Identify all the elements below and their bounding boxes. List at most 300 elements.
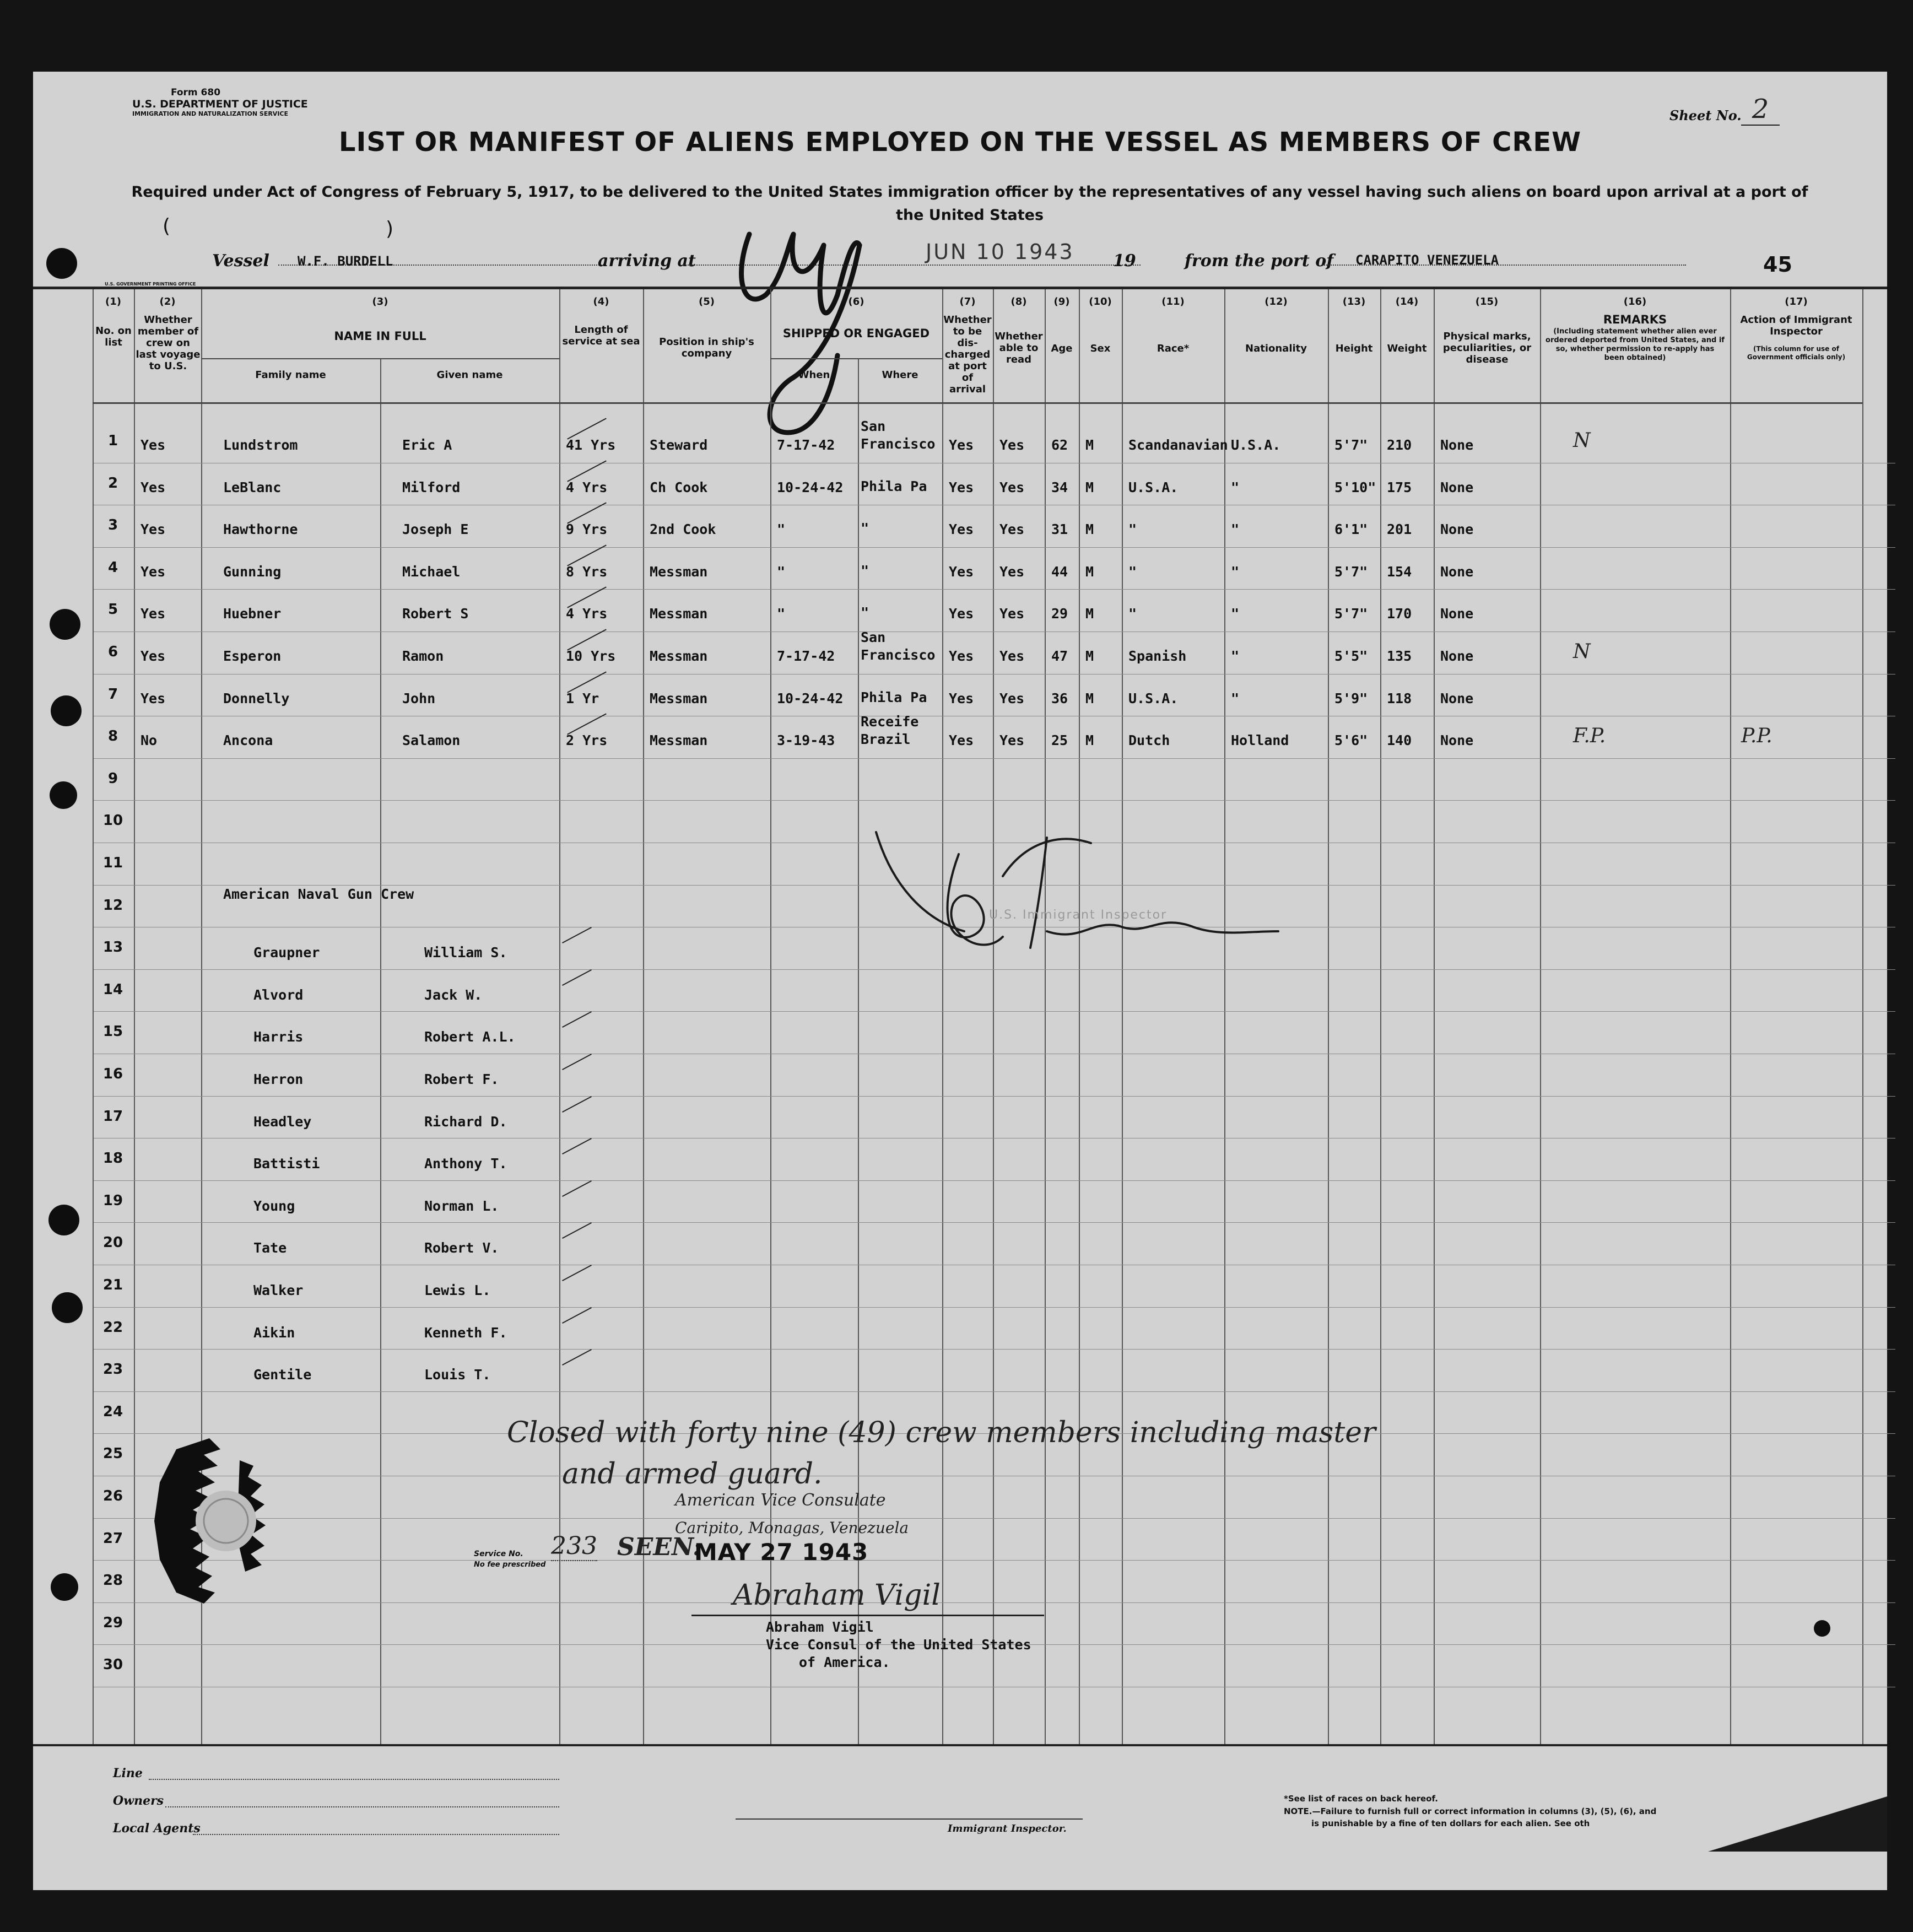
check-tick	[567, 418, 607, 439]
cell-given: Michael	[402, 564, 461, 580]
cell-position: Messman	[650, 606, 708, 622]
check-tick	[562, 1265, 592, 1281]
col-label-position: Position in ship's company	[659, 336, 754, 359]
row-number: 21	[102, 1277, 123, 1293]
table-row	[33, 714, 1887, 759]
col-num: (9)	[1053, 296, 1070, 307]
bracket-left: (	[163, 215, 171, 238]
gun-crew-given: William S.	[424, 945, 507, 960]
table-row	[33, 590, 1887, 633]
gun-crew-heading: American Naval Gun Crew	[223, 886, 414, 902]
consulate-place: Caripito, Monagas, Venezuela	[675, 1519, 909, 1537]
binder-hole	[1814, 1620, 1830, 1637]
cell-sex: M	[1085, 521, 1094, 537]
check-tick	[567, 629, 607, 650]
cell-service: 10 Yrs	[566, 648, 616, 664]
gun-crew-given: Jack W.	[424, 987, 483, 1003]
col-label-shipped: SHIPPED OR ENGAGED	[782, 327, 930, 340]
cell-family: Ancona	[223, 732, 273, 748]
page-subtitle: Required under Act of Congress of February 5, 1917, to be delivered to the United States immigration officer by the representatives of any vessel having such aliens on board upon arrival at a port of the United States	[131, 184, 1808, 224]
cell-service: 4 Yrs	[566, 606, 608, 622]
cell-when: "	[777, 521, 786, 537]
cell-family: Lundstrom	[223, 437, 298, 453]
race-note: *See list of races on back hereof.	[1284, 1794, 1438, 1804]
cell-given: Ramon	[402, 648, 444, 664]
col-label-where: Where	[882, 369, 918, 381]
row-number: 8	[107, 728, 118, 744]
name-subheader-line	[201, 358, 559, 359]
cell-sex: M	[1085, 648, 1094, 664]
cell-given: Salamon	[402, 732, 461, 748]
year-label: 19	[1113, 251, 1136, 271]
cell-where-line2: Francisco	[861, 436, 936, 452]
bracket-right: )	[386, 218, 394, 240]
inspector-line	[736, 1818, 1083, 1820]
cell-marks: None	[1440, 521, 1474, 537]
cell-family: Hawthorne	[223, 521, 298, 537]
header-bottom-line	[93, 402, 1862, 404]
col-num: (8)	[1010, 296, 1027, 307]
col-label-last-voyage: Whether member of crew on last voyage to U.S.	[136, 314, 201, 372]
owners-label: Owners	[113, 1794, 164, 1808]
binder-hole	[51, 1573, 78, 1601]
cell-position: Steward	[650, 437, 708, 453]
closing-note-line1: Closed with forty nine (49) crew members including master	[507, 1416, 1376, 1449]
cell-marks: None	[1440, 732, 1474, 748]
cell-action: P.P.	[1741, 725, 1773, 747]
table-row	[33, 464, 1887, 506]
cell-discharged: Yes	[949, 521, 974, 537]
cell-family: Huebner	[223, 606, 282, 622]
signer-title-1: Vice Consul of the United States	[766, 1637, 1031, 1653]
col-label-given: Given name	[436, 369, 503, 381]
row-number: 6	[107, 644, 118, 660]
gun-crew-given: Kenneth F.	[424, 1325, 507, 1341]
cell-height: 5'7"	[1334, 437, 1368, 453]
cell-marks: None	[1440, 690, 1474, 706]
cell-read: Yes	[999, 732, 1025, 748]
cell-service: 9 Yrs	[566, 521, 608, 537]
col-label-service: Length of service at sea	[562, 324, 640, 347]
cell-weight: 170	[1387, 606, 1412, 622]
row-number: 18	[102, 1150, 123, 1167]
cell-discharged: Yes	[949, 732, 974, 748]
col-label-weight: Weight	[1387, 343, 1427, 354]
check-tick	[567, 502, 607, 524]
cell-sex: M	[1085, 479, 1094, 495]
gun-crew-family: Herron	[253, 1071, 304, 1087]
cell-height: 5'7"	[1334, 564, 1368, 580]
torn-corner	[1708, 1785, 1887, 1852]
cell-nationality: "	[1231, 521, 1240, 537]
cell-read: Yes	[999, 690, 1025, 706]
table-top-border	[33, 287, 1887, 289]
gun-crew-row	[33, 1055, 1887, 1097]
closing-note-line2: and armed guard.	[562, 1458, 823, 1491]
cell-read: Yes	[999, 564, 1025, 580]
gun-crew-row	[33, 1097, 1887, 1140]
cell-nationality: "	[1231, 564, 1240, 580]
row-number: 1	[107, 433, 118, 449]
cell-where-line2: "	[861, 563, 869, 579]
cell-weight: 175	[1387, 479, 1412, 495]
seen-label: SEEN:	[617, 1533, 702, 1561]
col-label-discharged: Whether to be dis-charged at port of arrival	[943, 314, 992, 395]
gun-crew-row	[33, 1181, 1887, 1224]
cell-race: U.S.A.	[1128, 479, 1179, 495]
cell-position: Messman	[650, 732, 708, 748]
cell-race: Dutch	[1128, 732, 1170, 748]
col-num: (15)	[1475, 296, 1499, 307]
cell-age: 29	[1051, 606, 1068, 622]
col-num: (13)	[1342, 296, 1366, 307]
cell-sex: M	[1085, 564, 1094, 580]
department: U.S. DEPARTMENT OF JUSTICE	[132, 98, 308, 110]
cell-remarks: N	[1573, 429, 1591, 452]
cell-race: "	[1128, 521, 1137, 537]
row-number: 22	[102, 1319, 123, 1336]
line-underline	[149, 1779, 559, 1780]
cell-height: 5'10"	[1334, 479, 1376, 495]
check-tick	[562, 1138, 592, 1154]
cell-remarks: N	[1573, 640, 1591, 663]
inspector-signature	[860, 777, 1289, 1025]
cell-last: Yes	[140, 648, 166, 664]
check-tick	[567, 671, 607, 693]
cell-where-line1: San	[861, 418, 886, 434]
row-line	[94, 1518, 1895, 1519]
gun-crew-family: Graupner	[253, 945, 320, 960]
cell-marks: None	[1440, 648, 1474, 664]
cell-marks: None	[1440, 564, 1474, 580]
cell-weight: 140	[1387, 732, 1412, 748]
from-port: CARAPITO VENEZUELA	[1355, 252, 1499, 268]
cell-read: Yes	[999, 606, 1025, 622]
check-tick	[567, 544, 607, 566]
cell-discharged: Yes	[949, 479, 974, 495]
cell-race: "	[1128, 606, 1137, 622]
col-num: (14)	[1395, 296, 1419, 307]
cell-age: 36	[1051, 690, 1068, 706]
cell-nationality: "	[1231, 648, 1240, 664]
cell-where-line2: Francisco	[861, 647, 936, 663]
cell-position: Messman	[650, 564, 708, 580]
col-label-family: Family name	[255, 369, 326, 381]
col-num: (10)	[1089, 296, 1112, 307]
cell-last: Yes	[140, 690, 166, 706]
row-number: 26	[102, 1488, 123, 1504]
check-tick	[562, 969, 592, 986]
printing-office: U.S. GOVERNMENT PRINTING OFFICE	[105, 282, 196, 287]
col-num: (5)	[699, 296, 715, 307]
cell-given: Joseph E	[402, 521, 469, 537]
table-row	[33, 506, 1887, 548]
row-number: 19	[102, 1192, 123, 1209]
signature-line	[691, 1615, 1044, 1616]
gun-crew-row	[33, 1308, 1887, 1351]
gun-crew-given: Louis T.	[424, 1367, 491, 1383]
consular-seal	[143, 1427, 287, 1615]
cell-service: 2 Yrs	[566, 732, 608, 748]
cell-marks: None	[1440, 479, 1474, 495]
inspector-label: Immigrant Inspector.	[948, 1823, 1067, 1834]
vessel-name: W.F. BURDELL	[298, 253, 393, 269]
check-tick	[562, 1096, 592, 1113]
inspector-stamp: U.S. Immigrant Inspector	[989, 908, 1168, 922]
cell-weight: 201	[1387, 521, 1412, 537]
col-label-action: Action of Immigrant Inspector	[1740, 314, 1852, 337]
cell-age: 25	[1051, 732, 1068, 748]
cell-discharged: Yes	[949, 690, 974, 706]
sheet-label: Sheet No.	[1669, 107, 1742, 123]
col-num: (17)	[1785, 296, 1808, 307]
col-label-height: Height	[1335, 343, 1373, 354]
row-number: 30	[102, 1656, 123, 1673]
signer-name: Abraham Vigil	[766, 1619, 874, 1635]
cell-weight: 135	[1387, 648, 1412, 664]
gun-crew-row	[33, 1139, 1887, 1181]
gun-crew-given: Robert A.L.	[424, 1029, 516, 1045]
cell-family: Gunning	[223, 564, 282, 580]
arrival-stamp: JUN 10 1943	[926, 240, 1074, 264]
col-label-marks: Physical marks, peculiarities, or disease	[1442, 331, 1532, 365]
sheet-number: 2	[1741, 94, 1780, 126]
binder-hole	[48, 1205, 79, 1235]
cell-read: Yes	[999, 648, 1025, 664]
cell-weight: 118	[1387, 690, 1412, 706]
gun-crew-row	[33, 1223, 1887, 1266]
row-number: 28	[102, 1572, 123, 1589]
cell-last: Yes	[140, 479, 166, 495]
cell-race: Spanish	[1128, 648, 1187, 664]
col-label-name: NAME IN FULL	[334, 330, 426, 343]
cell-age: 44	[1051, 564, 1068, 580]
cell-discharged: Yes	[949, 437, 974, 453]
cell-sex: M	[1085, 690, 1094, 706]
col-label-read: Whether able to read	[995, 331, 1043, 365]
page-title: LIST OR MANIFEST OF ALIENS EMPLOYED ON THE VESSEL AS MEMBERS OF CREW	[338, 127, 1582, 158]
cell-when: 7-17-42	[777, 437, 835, 453]
gun-crew-given: Richard D.	[424, 1114, 507, 1130]
binder-hole	[51, 695, 82, 726]
cell-when: 7-17-42	[777, 648, 835, 664]
cell-when: 10-24-42	[777, 479, 844, 495]
check-tick	[562, 927, 592, 943]
cell-weight: 154	[1387, 564, 1412, 580]
arriving-label: arriving at	[598, 251, 696, 271]
row-number: 2	[107, 475, 118, 492]
cell-where-line2: "	[861, 605, 869, 620]
row-number: 13	[102, 939, 123, 956]
cell-where-line2: Brazil	[861, 731, 911, 747]
row-number: 15	[102, 1023, 123, 1040]
cell-last: Yes	[140, 437, 166, 453]
row-number: 17	[102, 1108, 123, 1125]
form-header	[132, 87, 308, 117]
vice-consul-signature: Abraham Vigil	[733, 1579, 941, 1612]
row-line	[94, 1560, 1895, 1561]
col-label-age: Age	[1051, 343, 1073, 354]
cell-read: Yes	[999, 479, 1025, 495]
row-number: 5	[107, 601, 118, 618]
check-tick	[567, 460, 607, 482]
no-fee-label: No fee prescribed	[474, 1561, 546, 1569]
cell-height: 5'5"	[1334, 648, 1368, 664]
cell-when: 3-19-43	[777, 732, 835, 748]
gun-crew-given: Norman L.	[424, 1198, 499, 1214]
gun-crew-row	[33, 1350, 1887, 1393]
cell-service: 8 Yrs	[566, 564, 608, 580]
check-tick	[562, 1011, 592, 1028]
cell-service: 1 Yr	[566, 690, 599, 706]
cell-where-line1: Receife	[861, 714, 919, 730]
cell-discharged: Yes	[949, 648, 974, 664]
cell-service: 41 Yrs	[566, 437, 616, 453]
cell-given: Robert S	[402, 606, 469, 622]
cell-age: 31	[1051, 521, 1068, 537]
consulate-name: American Vice Consulate	[675, 1491, 886, 1510]
col-num: (16)	[1623, 296, 1647, 307]
check-tick	[562, 1054, 592, 1070]
cell-nationality: "	[1231, 479, 1240, 495]
cell-height: 5'6"	[1334, 732, 1368, 748]
table-row	[33, 418, 1887, 464]
agents-label: Local Agents	[113, 1821, 201, 1836]
col-num: (6)	[848, 296, 864, 307]
col-label-no: No. on list	[95, 325, 132, 348]
check-tick	[562, 1180, 592, 1197]
gun-crew-family: Alvord	[253, 987, 304, 1003]
row-number: 9	[107, 770, 118, 787]
gun-crew-family: Aikin	[253, 1325, 295, 1341]
note-line-2: is punishable by a fine of ten dollars for each alien. See oth	[1311, 1818, 1590, 1828]
cell-nationality: "	[1231, 606, 1240, 622]
row-number: 16	[102, 1066, 123, 1082]
service-name: IMMIGRATION AND NATURALIZATION SERVICE	[132, 110, 289, 117]
check-tick	[567, 713, 607, 735]
check-tick	[562, 1222, 592, 1239]
col-num: (7)	[959, 296, 976, 307]
gun-crew-given: Anthony T.	[424, 1156, 507, 1172]
col-label-nationality: Nationality	[1245, 343, 1307, 354]
row-number: 10	[102, 812, 123, 829]
check-tick	[562, 1307, 592, 1324]
cell-read: Yes	[999, 437, 1025, 453]
cell-last: No	[140, 732, 158, 748]
cell-weight: 210	[1387, 437, 1412, 453]
col-num: (12)	[1264, 296, 1288, 307]
cell-family: LeBlanc	[223, 479, 282, 495]
row-line	[94, 1602, 1895, 1603]
cell-race: "	[1128, 564, 1137, 580]
note-line-1: NOTE.—Failure to furnish full or correct information in columns (3), (5), (6), and	[1284, 1806, 1657, 1816]
vessel-label: Vessel	[212, 251, 269, 271]
gun-crew-given: Lewis L.	[424, 1282, 491, 1298]
cell-given: Eric A	[402, 437, 452, 453]
cell-when: "	[777, 564, 786, 580]
binder-hole	[50, 609, 80, 640]
cell-nationality: Holland	[1231, 732, 1289, 748]
col-label-race: Race*	[1157, 343, 1190, 354]
agents-underline	[193, 1834, 559, 1835]
table-row	[33, 629, 1887, 675]
col-num: (4)	[593, 296, 609, 307]
cell-age: 34	[1051, 479, 1068, 495]
cell-family: Donnelly	[223, 690, 290, 706]
cell-nationality: U.S.A.	[1231, 437, 1281, 453]
col-num: (1)	[105, 296, 121, 307]
col-note-action: (This column for use of Government officials only)	[1747, 345, 1846, 361]
from-port-label: from the port of	[1185, 251, 1334, 271]
cell-read: Yes	[999, 521, 1025, 537]
binder-hole	[50, 781, 77, 809]
cell-sex: M	[1085, 606, 1094, 622]
gun-crew-family: Young	[253, 1198, 295, 1214]
row-number: 7	[107, 686, 118, 703]
cell-last: Yes	[140, 521, 166, 537]
row-number: 14	[102, 981, 123, 998]
cell-height: 5'7"	[1334, 606, 1368, 622]
cell-where-line1: San	[861, 629, 886, 645]
gun-crew-family: Gentile	[253, 1367, 312, 1383]
col-num: (3)	[372, 296, 388, 307]
service-label: Service No.	[474, 1550, 523, 1558]
col-num: (11)	[1161, 296, 1185, 307]
owners-underline	[165, 1806, 559, 1807]
row-number: 12	[102, 897, 123, 914]
cell-race: U.S.A.	[1128, 690, 1179, 706]
cell-position: Messman	[650, 690, 708, 706]
line-label: Line	[113, 1766, 143, 1780]
cell-position: 2nd Cook	[650, 521, 716, 537]
row-number: 11	[102, 855, 123, 871]
cell-family: Esperon	[223, 648, 282, 664]
cell-last: Yes	[140, 606, 166, 622]
row-number: 3	[107, 517, 118, 533]
gun-crew-given: Robert V.	[424, 1240, 499, 1256]
cell-service: 4 Yrs	[566, 479, 608, 495]
cell-marks: None	[1440, 437, 1474, 453]
cell-remarks: F.P.	[1573, 725, 1606, 747]
cell-where-line2: Phila Pa	[861, 689, 927, 705]
cell-given: Milford	[402, 479, 461, 495]
cell-position: Messman	[650, 648, 708, 664]
manifest-page	[33, 72, 1887, 1890]
gun-crew-given: Robert F.	[424, 1071, 499, 1087]
row-number: 27	[102, 1530, 123, 1547]
cell-discharged: Yes	[949, 606, 974, 622]
shipped-subheader-line	[770, 358, 942, 359]
row-number: 20	[102, 1234, 123, 1251]
cell-race: Scandanavian	[1128, 437, 1228, 453]
cell-marks: None	[1440, 606, 1474, 622]
cell-last: Yes	[140, 564, 166, 580]
check-tick	[567, 586, 607, 608]
check-tick	[562, 1349, 592, 1366]
date-underline	[904, 265, 1141, 266]
table-row	[33, 548, 1887, 591]
row-number: 25	[102, 1445, 123, 1462]
service-number: 233	[551, 1532, 597, 1560]
cell-age: 62	[1051, 437, 1068, 453]
cell-height: 5'9"	[1334, 690, 1368, 706]
col-label-when: When	[798, 369, 830, 381]
page-number: 45	[1763, 252, 1792, 277]
col-num: (2)	[159, 296, 176, 307]
form-number: Form 680	[170, 87, 221, 98]
cell-height: 6'1"	[1334, 521, 1368, 537]
row-number: 4	[107, 559, 118, 576]
